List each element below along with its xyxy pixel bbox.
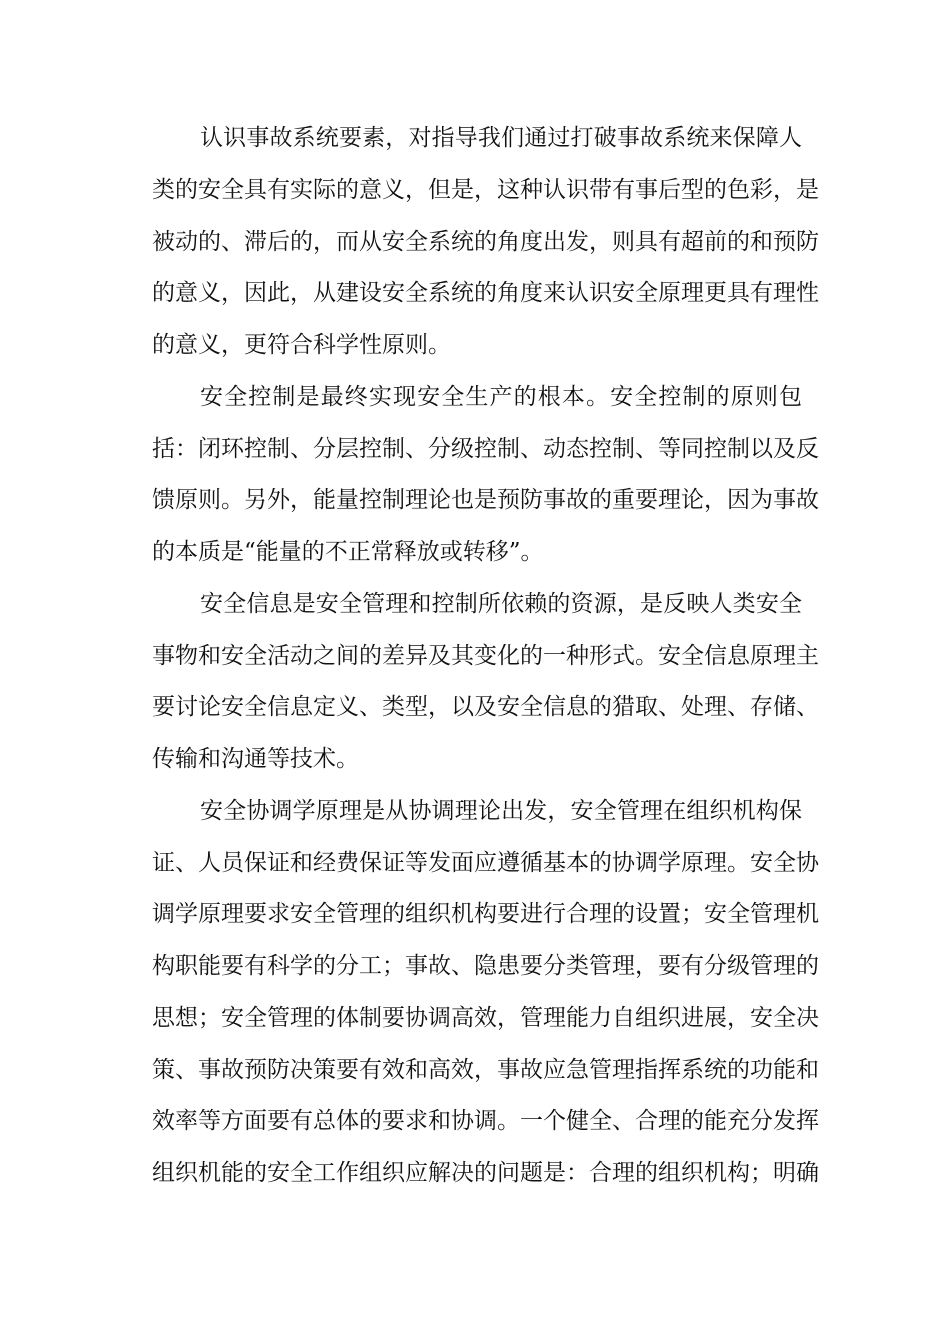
paragraph-3-line-1: 安全信息是安全管理和控制所依赖的资源，是反映人类安全 [200, 591, 802, 617]
paragraph-4-line-6: 策、事故预防决策要有效和高效，事故应急管理指挥系统的功能和 [152, 1057, 819, 1083]
paragraph-2-line-4: 的本质是“能量的不正常释放或转移”。 [152, 539, 544, 565]
paragraph-4-line-4: 构职能要有科学的分工；事故、隐患要分类管理，要有分级管理的 [152, 953, 819, 979]
paragraph-4-line-1: 安全协调学原理是从协调理论出发，安全管理在组织机构保 [200, 798, 802, 824]
paragraph-3-line-2: 事物和安全活动之间的差异及其变化的一种形式。安全信息原理主 [152, 643, 819, 669]
paragraph-4-line-3: 调学原理要求安全管理的组织机构要进行合理的设置；安全管理机 [152, 901, 819, 927]
paragraph-4-line-7: 效率等方面要有总体的要求和协调。一个健全、合理的能充分发挥 [152, 1108, 819, 1134]
paragraph-1-line-4: 的意义，因此，从建设安全系统的角度来认识安全原理更具有理性 [152, 280, 819, 306]
paragraph-4-line-5: 思想；安全管理的体制要协调高效，管理能力自组织进展，安全决 [152, 1005, 819, 1031]
paragraph-3-line-3: 要讨论安全信息定义、类型，以及安全信息的猎取、处理、存储、 [152, 694, 819, 720]
paragraph-2-line-1: 安全控制是最终实现安全生产的根本。安全控制的原则包 [200, 384, 802, 410]
paragraph-3-line-4: 传输和沟通等技术。 [152, 746, 359, 772]
paragraph-1-line-2: 类的安全具有实际的意义，但是，这种认识带有事后型的色彩，是 [152, 177, 819, 203]
paragraph-1-line-3: 被动的、滞后的，而从安全系统的角度出发，则具有超前的和预防 [152, 229, 819, 255]
paragraph-4-line-8: 组织机能的安全工作组织应解决的问题是：合理的组织机构；明确 [152, 1160, 819, 1186]
paragraph-1-line-1: 认识事故系统要素，对指导我们通过打破事故系统来保障人 [200, 125, 802, 151]
paragraph-4-line-2: 证、人员保证和经费保证等发面应遵循基本的协调学原理。安全协 [152, 850, 819, 876]
paragraph-2-line-3: 馈原则。另外，能量控制理论也是预防事故的重要理论，因为事故 [152, 487, 819, 513]
paragraph-2-line-2: 括：闭环控制、分层控制、分级控制、动态控制、等同控制以及反 [152, 436, 819, 462]
paragraph-1-line-5: 的意义，更符合科学性原则。 [152, 332, 451, 358]
